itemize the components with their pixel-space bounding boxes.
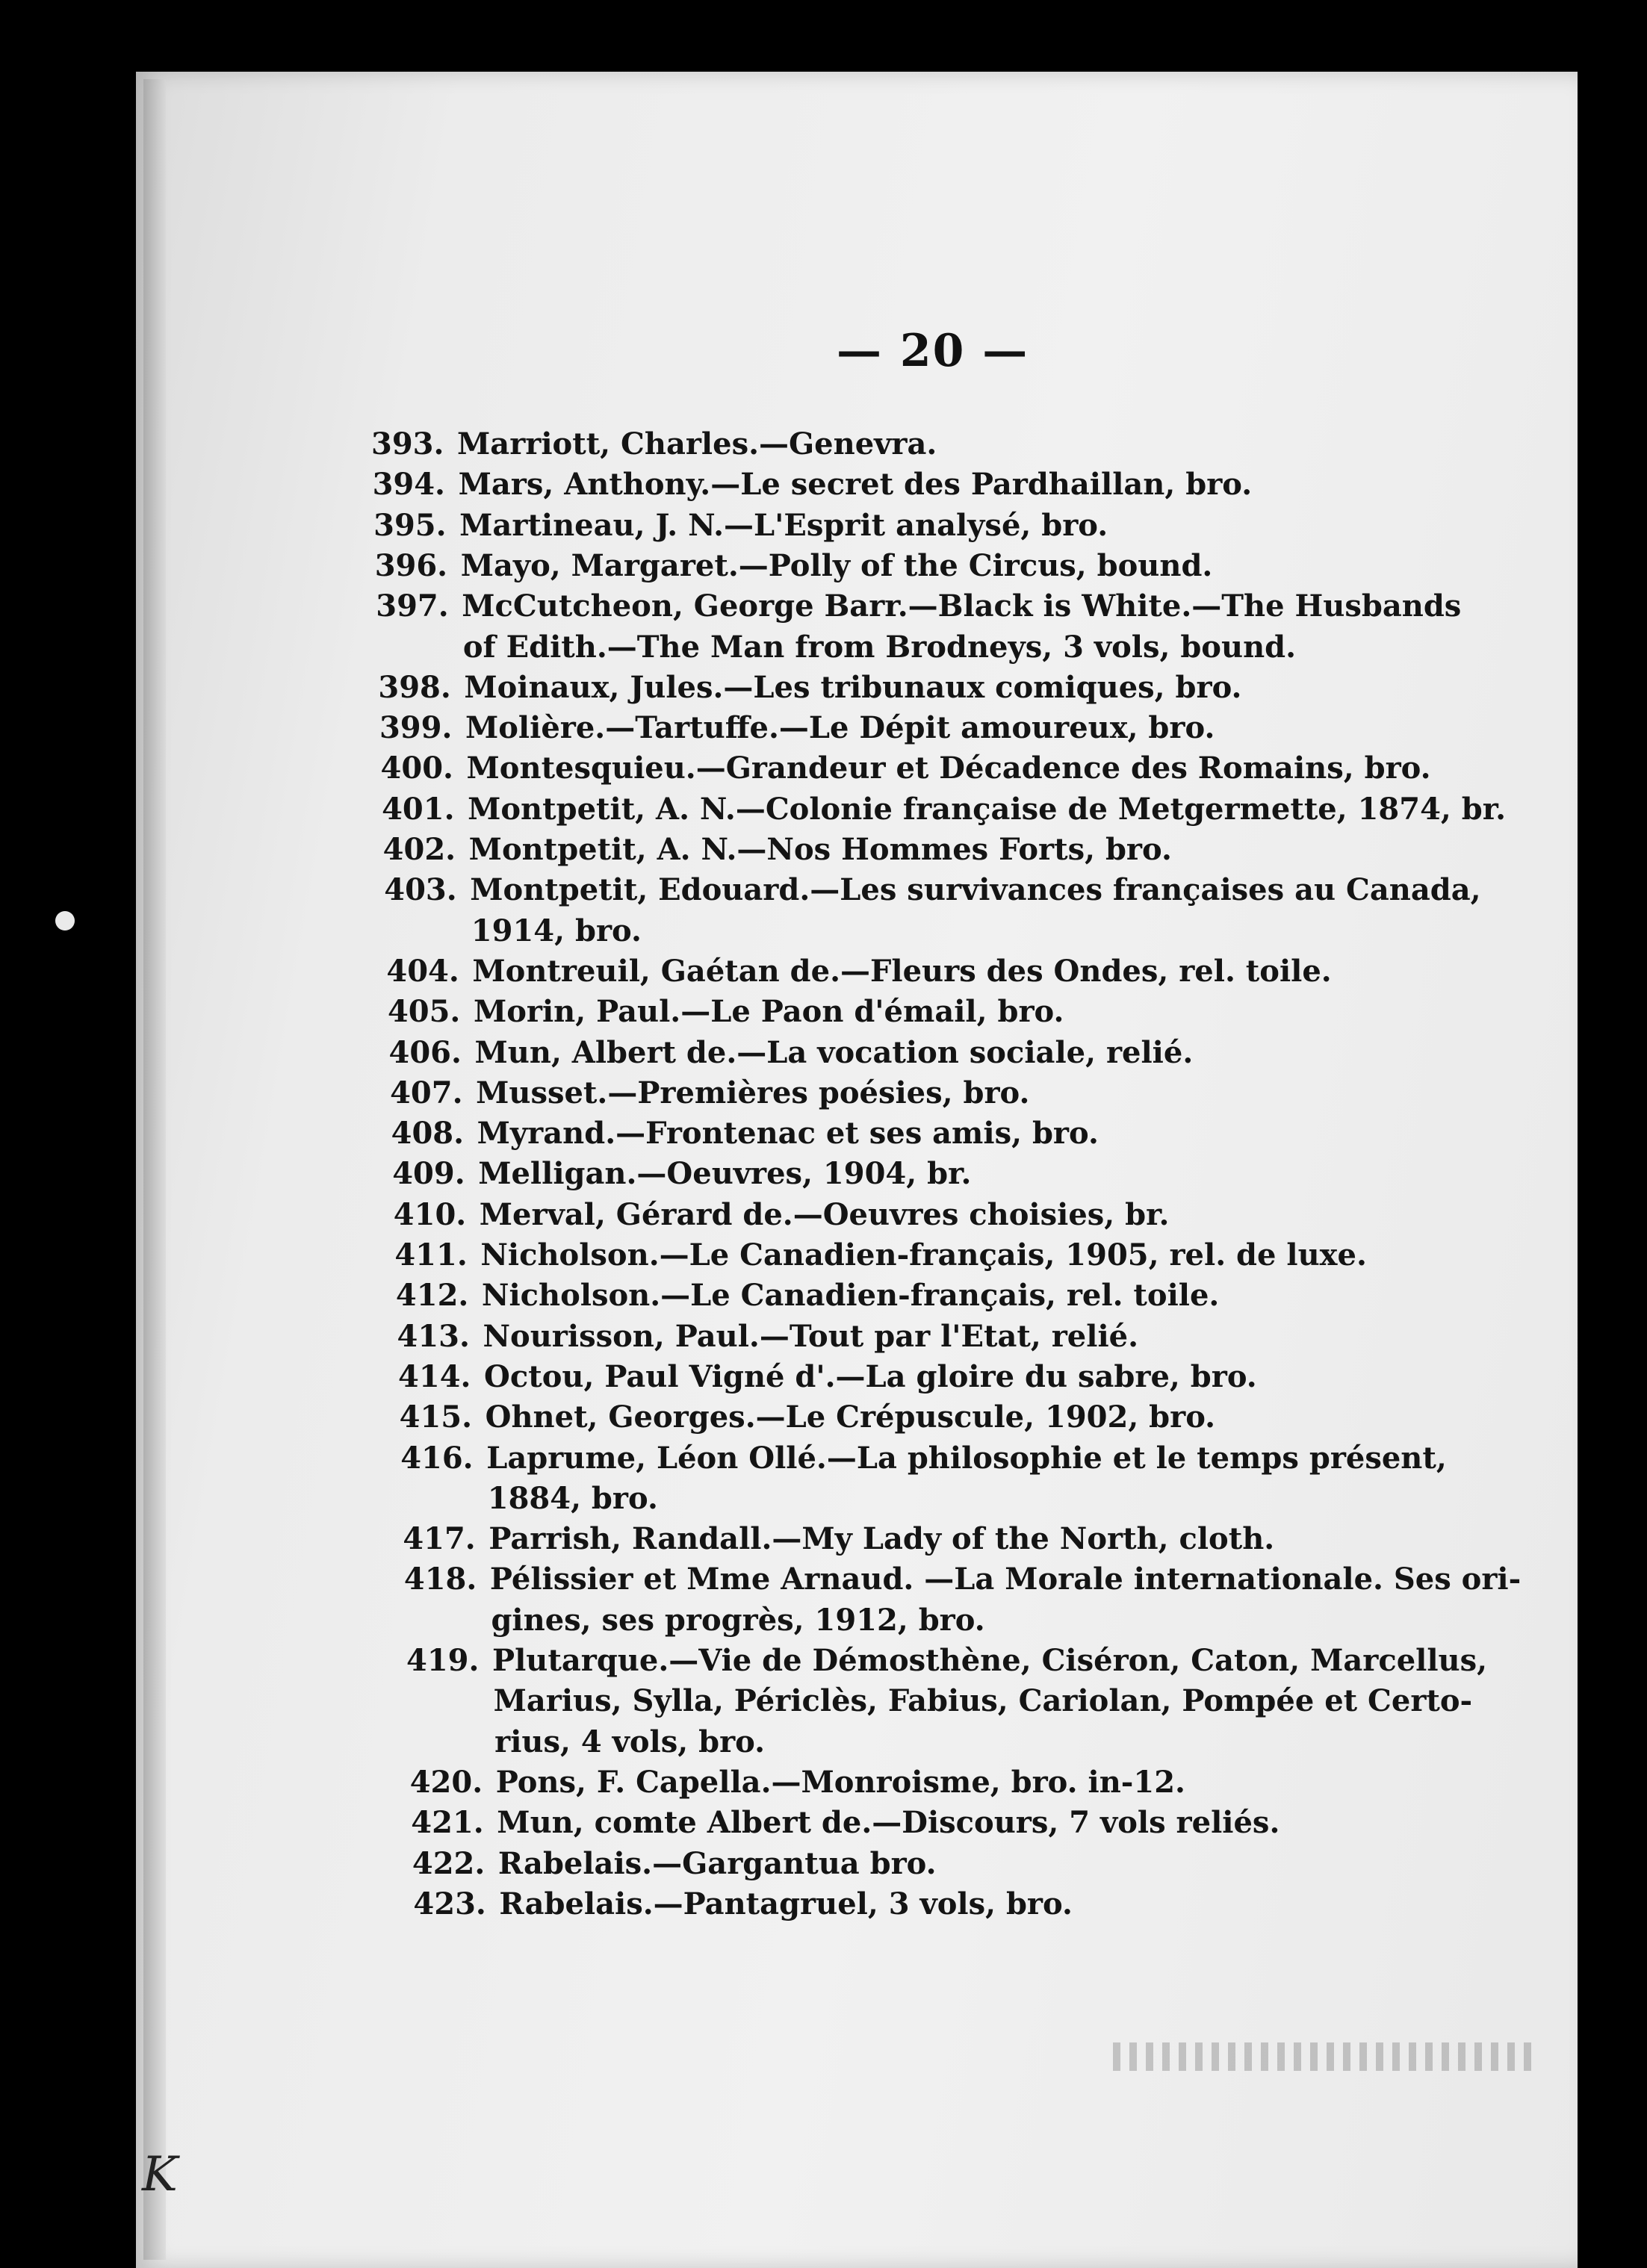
entry-text: Parrish, Randall.—My Lady of the North, cloth.	[488, 1521, 1275, 1557]
entry-number: 400.	[380, 751, 453, 786]
entry-number: 399.	[379, 710, 453, 746]
page-number: — 20 —	[837, 325, 1029, 377]
catalog-entry	[409, 1764, 1185, 1800]
entry-text: Nicholson.—Le Canadien-français, 1905, rel. de luxe.	[480, 1237, 1367, 1273]
entry-number: 411.	[394, 1237, 468, 1273]
entry-number: 406.	[388, 1034, 462, 1070]
catalog-entry	[376, 588, 1462, 624]
entry-number: 404.	[386, 953, 459, 989]
entry-text: Mun, Albert de.—La vocation sociale, relié.	[474, 1034, 1194, 1070]
entry-number: 403.	[384, 872, 457, 908]
entry-text: Montpetit, A. N.—Nos Hommes Forts, bro.	[468, 832, 1172, 867]
catalog-entry	[378, 669, 1242, 705]
catalog-entry	[382, 832, 1172, 867]
catalog-entry	[372, 467, 1253, 503]
entry-text: Musset.—Premières poésies, bro.	[476, 1075, 1030, 1110]
catalog-entry	[379, 710, 1215, 746]
catalog-entry	[395, 1278, 1220, 1314]
catalog-entry	[382, 791, 1507, 827]
entry-text: Plutarque.—Vie de Démosthène, Ciséron, Caton, Marcellus,	[492, 1643, 1488, 1678]
entry-continuation: 1914, bro.	[471, 913, 642, 948]
entry-text: Pélissier et Mme Arnaud. —La Morale internationale. Ses ori-	[489, 1562, 1522, 1597]
entry-number: 393.	[371, 426, 444, 462]
catalog-entry	[403, 1521, 1275, 1557]
catalog-entry	[380, 751, 1431, 786]
entry-text: Pons, F. Capella.—Monroisme, bro. in-12.	[495, 1764, 1185, 1800]
entry-number: 416.	[400, 1440, 474, 1476]
entry-text: Merval, Gérard de.—Oeuvres choisies, br.	[479, 1196, 1170, 1232]
entry-number: 405.	[387, 994, 461, 1030]
entry-text: Nicholson.—Le Canadien-français, rel. toile.	[481, 1278, 1220, 1314]
entry-number: 394.	[372, 467, 445, 503]
entry-text: Laprume, Léon Ollé.—La philosophie et le temps présent,	[486, 1440, 1447, 1476]
catalog-entry	[398, 1358, 1257, 1394]
entry-text: Mayo, Margaret.—Polly of the Circus, bound.	[460, 547, 1213, 583]
entry-text: McCutcheon, George Barr.—Black is White.—The Husbands	[462, 588, 1462, 624]
entry-number: 418.	[403, 1562, 477, 1597]
entry-number: 414.	[398, 1358, 471, 1394]
entry-text: Montesquieu.—Grandeur et Décadence des Romains, bro.	[466, 751, 1431, 786]
entry-number: 423.	[413, 1886, 486, 1921]
entry-text: Montpetit, A. N.—Colonie française de Metgermette, 1874, br.	[468, 791, 1507, 827]
margin-handwritten-letter: K	[142, 2147, 178, 2202]
entry-number: 402.	[382, 832, 456, 867]
entry-text: Octou, Paul Vigné d'.—La gloire du sabre, bro.	[484, 1358, 1257, 1394]
catalog-entry	[413, 1886, 1073, 1921]
catalog-entry	[373, 507, 1108, 543]
catalog-entry	[406, 1643, 1488, 1678]
entry-text: Moinaux, Jules.—Les tribunaux comiques, bro.	[464, 669, 1242, 705]
catalog-entry	[391, 1116, 1099, 1152]
entry-number: 412.	[395, 1278, 469, 1314]
entry-number: 408.	[391, 1116, 465, 1152]
entry-text: Molière.—Tartuffe.—Le Dépit amoureux, bro.	[465, 710, 1215, 746]
catalog-entry	[374, 547, 1213, 583]
entry-number: 395.	[373, 507, 447, 543]
catalog-entry	[400, 1440, 1447, 1476]
entry-continuation: 1884, bro.	[487, 1480, 658, 1516]
entry-text: Ohnet, Georges.—Le Crépuscule, 1902, bro.	[485, 1399, 1216, 1435]
entry-text: Rabelais.—Gargantua bro.	[497, 1845, 937, 1881]
entry-continuation: of Edith.—The Man from Brodneys, 3 vols, bound.	[462, 629, 1297, 665]
entry-number: 421.	[411, 1805, 484, 1841]
entry-number: 410.	[393, 1196, 467, 1232]
catalog-entry	[403, 1562, 1522, 1597]
catalog-entry	[371, 426, 937, 462]
entry-continuation: rius, 4 vols, bro.	[494, 1724, 766, 1759]
entry-number: 397.	[376, 588, 449, 624]
entry-number: 413.	[397, 1318, 470, 1354]
entry-number: 398.	[378, 669, 451, 705]
entry-text: Mun, comte Albert de.—Discours, 7 vols reliés.	[497, 1805, 1280, 1841]
catalog-entry	[392, 1156, 972, 1192]
entry-text: Martineau, J. N.—L'Esprit analysé, bro.	[459, 507, 1108, 543]
entry-number: 422.	[412, 1845, 486, 1881]
entry-text: Rabelais.—Pantagruel, 3 vols, bro.	[499, 1886, 1073, 1921]
catalog-entry	[387, 994, 1064, 1030]
catalog-entry	[390, 1075, 1030, 1110]
catalog-entry	[397, 1318, 1139, 1354]
catalog-entry	[412, 1845, 937, 1881]
catalog-entry	[399, 1399, 1216, 1435]
entry-number: 407.	[390, 1075, 463, 1110]
entry-text: Nourisson, Paul.—Tout par l'Etat, relié.	[483, 1318, 1139, 1354]
entry-text: Montreuil, Gaétan de.—Fleurs des Ondes, rel. toile.	[472, 953, 1332, 989]
entry-number: 415.	[399, 1399, 473, 1435]
entry-text: Morin, Paul.—Le Paon d'émail, bro.	[473, 994, 1064, 1030]
catalog-entry	[394, 1237, 1367, 1273]
entry-text: Melligan.—Oeuvres, 1904, br.	[478, 1156, 972, 1192]
entry-number: 409.	[392, 1156, 465, 1192]
entry-number: 396.	[374, 547, 448, 583]
entry-continuation: Marius, Sylla, Périclès, Fabius, Cariolan, Pompée et Certo-	[493, 1683, 1473, 1719]
catalog-entry	[386, 953, 1332, 989]
catalog-entry	[393, 1196, 1170, 1232]
entry-text: Mars, Anthony.—Le secret des Pardhaillan, bro.	[458, 467, 1253, 503]
entry-text: Marriott, Charles.—Genevra.	[457, 426, 937, 462]
entry-continuation: gines, ses progrès, 1912, bro.	[491, 1602, 985, 1638]
catalog-entry	[411, 1805, 1280, 1841]
entry-number: 401.	[382, 791, 455, 827]
entry-number: 417.	[403, 1521, 476, 1557]
entry-text: Myrand.—Frontenac et ses amis, bro.	[477, 1116, 1099, 1152]
entry-text: Montpetit, Edouard.—Les survivances françaises au Canada,	[470, 872, 1481, 908]
entry-number: 420.	[409, 1764, 483, 1800]
entry-number: 419.	[406, 1643, 480, 1678]
catalog-entry	[388, 1034, 1194, 1070]
catalog-entry	[384, 872, 1481, 908]
ink-smudge	[1113, 2042, 1531, 2071]
